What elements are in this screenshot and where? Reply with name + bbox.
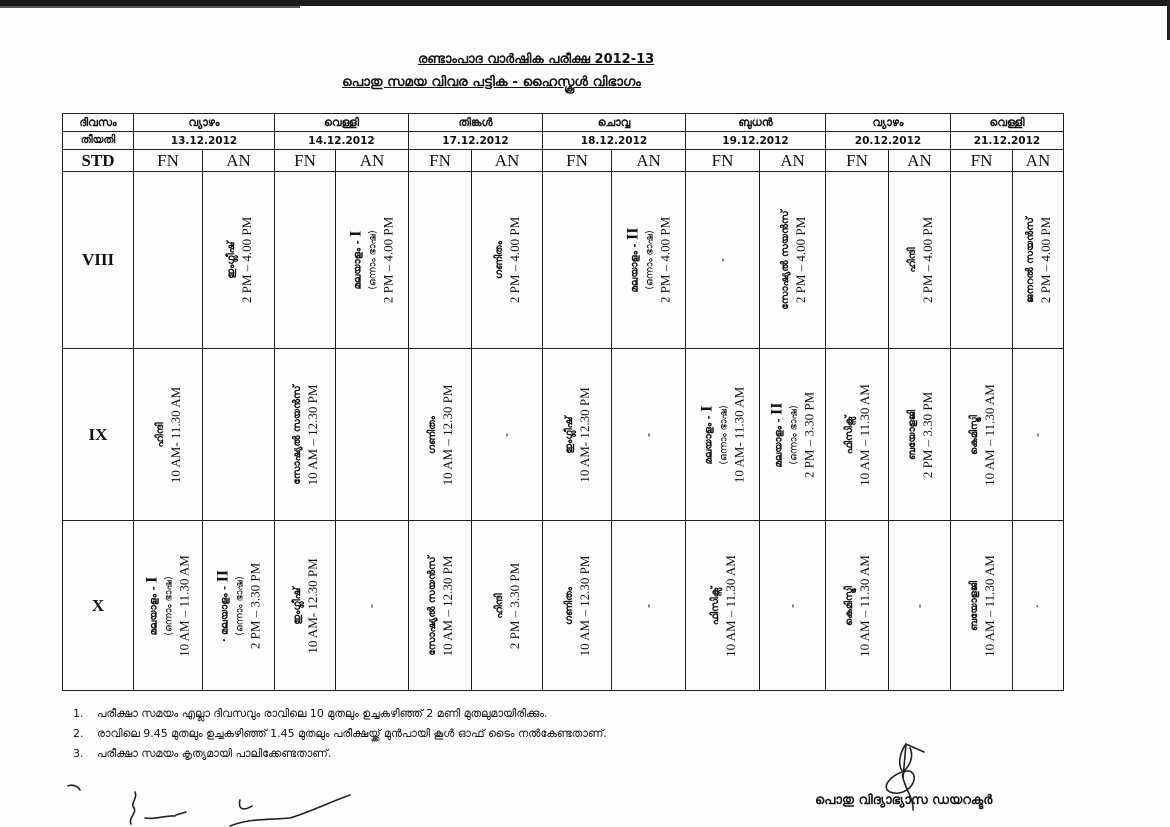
exam-time: 2 PM – 4.00 PM — [238, 216, 254, 304]
exam-time: 10 AM – 11.30 AM — [722, 554, 738, 657]
language-note: (ഒന്നാം ഭാഷ) — [644, 230, 656, 290]
language-note: (ഒന്നാം ഭാഷ) — [718, 404, 730, 465]
exam-time: 2 PM – 4.00 PM — [657, 216, 673, 304]
session-header: AN — [203, 150, 275, 172]
exam-time: 2 PM – 4.00 PM — [1038, 216, 1054, 304]
subject-text: - — [641, 603, 656, 608]
note-number: 1. — [73, 707, 84, 720]
exam-time: 10 AM – 12.30 PM — [440, 555, 456, 656]
subject-text: · — [1030, 603, 1045, 608]
paper-number: I — [347, 230, 365, 237]
date-label: തീയതി — [63, 132, 134, 150]
session-header: FN — [134, 150, 203, 172]
subject-text: ഗണിതം — [494, 241, 506, 279]
paper-number: II — [624, 227, 642, 240]
exam-time: 2 PM – 4.00 PM — [792, 216, 808, 304]
subject-text: ഹിന്ദി — [494, 592, 506, 619]
exam-time: 2 PM – 3.30 PM — [507, 562, 523, 649]
exam-date: 13.12.2012 — [134, 132, 275, 150]
standard-label: X — [63, 521, 134, 691]
exam-time: 2 PM – 3.30 PM — [919, 391, 935, 478]
paper-number: II — [768, 401, 786, 415]
note-text: പരീക്ഷാ സമയം എല്ലാ ദിവസവും രാവിലെ 10 മുതലും ഉച്ചകഴിഞ്ഞ് 2 മണി മുതലുമായിരിക്കും. — [97, 707, 548, 720]
exam-date: 19.12.2012 — [686, 132, 826, 150]
std-label: STD — [63, 150, 134, 172]
subject-text: ബയോളജി — [906, 409, 918, 460]
standard-label: VIII — [63, 172, 134, 349]
subject-text: - — [364, 603, 379, 608]
subject-text: ഇംഗ്ലീഷ് — [564, 415, 576, 454]
session-header: FN — [951, 150, 1013, 172]
paper-number: II — [214, 569, 231, 582]
subject-text: ജനറൽ സയൻസ് — [1025, 217, 1037, 303]
subject-text: - — [912, 603, 927, 608]
document-title: രണ്ടാംപാദ വാർഷിക പരീക്ഷ 2012-13 — [418, 52, 655, 67]
session-header: AN — [1013, 150, 1064, 172]
language-note: (ഒന്നാം ഭാഷ) — [367, 230, 379, 290]
day-name: തിങ്കൾ — [409, 114, 543, 132]
session-header: FN — [686, 150, 760, 172]
exam-date: 20.12.2012 — [826, 132, 951, 150]
exam-time: 2 PM – 3.30 PM — [247, 562, 262, 649]
note-number: 2. — [73, 727, 84, 740]
note-text: രാവിലെ 9.45 മുതലും ഉച്ചകഴിഞ്ഞ് 1.45 മുതലും പരീക്ഷയ്ക്ക് മുൻപായി കൂൾ ഓഫ് ടൈം നൽകേണ്ടതാണ്. — [97, 727, 607, 740]
session-header: AN — [472, 150, 543, 172]
exam-time: 2 PM – 4.00 PM — [507, 216, 523, 304]
subject-text: മലയാളം - — [629, 239, 641, 293]
exam-time: 10 AM – 12.30 PM — [440, 384, 456, 485]
subject-text: ഫിസിക്സ് — [709, 586, 721, 625]
subject-text: ഗണിതം — [427, 415, 439, 454]
exam-time: 10 AM – 12.30 PM — [305, 384, 320, 485]
exam-time: 2 PM – 4.00 PM — [380, 216, 396, 304]
subject-text: ഹിന്ദി — [906, 247, 918, 273]
subject-text: മലയാളം - — [352, 236, 364, 290]
exam-time: 10 AM- 12.30 PM — [305, 557, 320, 654]
day-name: വ്യാഴം — [826, 114, 951, 132]
session-header: FN — [409, 150, 472, 172]
subject-text: - — [785, 603, 800, 608]
subject-text: സോഷ്യൽ സയൻസ് — [779, 210, 791, 310]
session-header: FN — [543, 150, 612, 172]
subject-text: ഗണിതം — [564, 586, 576, 625]
note-number: 3. — [73, 747, 84, 760]
subject-text: ഫിസിക്സ് — [844, 415, 856, 454]
exam-time: 10 AM- 11.30 AM — [168, 386, 183, 483]
subject-text: ഇംഗ്ലീഷ് — [292, 586, 303, 625]
session-header: FN — [275, 150, 336, 172]
subject-text: ബയോളജി — [968, 580, 980, 631]
note-text: പരീക്ഷാ സമയം കൃത്യമായി പാലിക്കേണ്ടതാണ്. — [97, 747, 332, 760]
exam-time: 2 PM – 3.30 PM — [801, 391, 817, 478]
day-label: ദിവസം — [63, 114, 134, 132]
exam-date: 14.12.2012 — [275, 132, 409, 150]
signatory-title: പൊതു വിദ്യാഭ്യാസ ഡയറക്ടർ — [815, 793, 993, 808]
subject-text: - — [715, 257, 730, 263]
exam-time: 10 AM – 12.30 PM — [577, 555, 593, 656]
subject-text: - — [499, 432, 514, 437]
exam-time: 10 AM – 11.30 AM — [857, 383, 873, 486]
paper-number: I — [143, 576, 161, 583]
subject-text: · മലയാളം - — [219, 581, 230, 642]
exam-time: 10 AM – 11.30 AM — [176, 554, 192, 657]
exam-time: 2 PM – 4.00 PM — [919, 216, 935, 304]
subject-text: സോഷ്യൽ സയൻസ് — [427, 555, 439, 656]
standard-label: IX — [63, 349, 134, 521]
session-header: FN — [826, 150, 889, 172]
exam-time: 10 AM – 11.30 AM — [981, 383, 997, 486]
day-name: വെള്ളി — [275, 114, 409, 132]
exam-date: 18.12.2012 — [543, 132, 686, 150]
subject-text: കെമിസ്ട്രി — [968, 414, 980, 455]
session-header: AN — [336, 150, 409, 172]
language-note: (ഒന്നാം ഭാഷ) — [163, 575, 175, 636]
exam-time: 10 AM- 12.30 PM — [577, 386, 593, 483]
exam-date: 17.12.2012 — [409, 132, 543, 150]
subject-text: സോഷ്യൽ സയൻസ് — [292, 384, 303, 485]
day-name: ബുധൻ — [686, 114, 826, 132]
day-name: വെള്ളി — [951, 114, 1064, 132]
subject-text: കെമിസ്ട്രി — [844, 585, 856, 626]
subject-text: ഇംഗ്ലീഷ് — [225, 241, 237, 279]
exam-time: 10 AM- 11.30 AM — [731, 386, 747, 483]
session-header: AN — [612, 150, 686, 172]
session-header: AN — [760, 150, 826, 172]
exam-date: 21.12.2012 — [951, 132, 1064, 150]
paper-number: I — [698, 405, 716, 412]
language-note: (ഒന്നാം ഭാഷ) — [788, 404, 800, 465]
exam-time: 10 AM – 11.30 AM — [981, 554, 997, 657]
document-subtitle: പൊതു സമയ വിവര പട്ടിക - ഹൈസ്കൂൾ വിഭാഗം — [342, 74, 641, 90]
subject-text: മലയാളം - — [773, 414, 785, 468]
language-note: (ഒന്നാം ഭാഷ) — [234, 575, 245, 636]
subject-text: - — [641, 432, 656, 437]
day-name: ചൊവ്വ — [543, 114, 686, 132]
subject-text: മലയാളം - — [703, 411, 715, 464]
subject-text: മലയാളം - — [148, 582, 160, 635]
subject-text: ഹിന്ദി — [155, 421, 166, 448]
day-name: വ്യാഴം — [134, 114, 275, 132]
exam-time: 10 AM – 11.30 AM — [857, 554, 873, 657]
subject-text: - — [1030, 432, 1045, 437]
session-header: AN — [889, 150, 951, 172]
